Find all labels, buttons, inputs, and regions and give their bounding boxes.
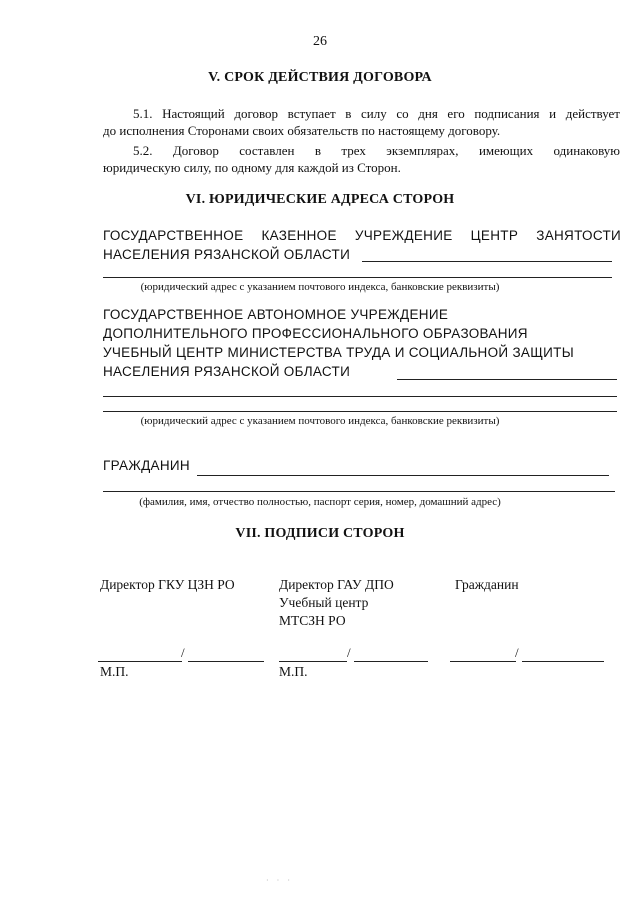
clause-5-1-line-2: до исполнения Сторонами своих обязательств по настоящему договору. xyxy=(103,123,501,138)
signer-2-line-1: Директор ГАУ ДПО xyxy=(279,577,394,592)
party-2-name-line-1: ГОСУДАРСТВЕННОЕ АВТОНОМНОЕ УЧРЕЖДЕНИЕ xyxy=(103,307,449,322)
signer-2-line-3: МТСЗН РО xyxy=(279,613,346,628)
signature-2-slash: / xyxy=(347,645,351,660)
clause-5-1-line-1: 5.1. Настоящий договор вступает в силу со дня его подписания и действует xyxy=(133,106,620,121)
signature-2-line[interactable] xyxy=(279,661,347,662)
party-2-address-block xyxy=(103,305,574,381)
signature-3-slash: / xyxy=(515,645,519,660)
signer-1-title: Директор ГКУ ЦЗН РО xyxy=(100,577,235,592)
party-1-address-block xyxy=(103,226,621,264)
citizen-details-field-2[interactable] xyxy=(103,491,615,492)
clause-5-2-line-1: 5.2. Договор составлен в трех экземплярах, имеющих одинаковую xyxy=(133,143,620,158)
signature-1-line[interactable] xyxy=(98,661,182,662)
clause-5-1 xyxy=(103,105,620,139)
party-1-address-field-2[interactable] xyxy=(103,277,612,278)
signature-3-line[interactable] xyxy=(450,661,516,662)
clause-5-2-line-2: юридическую силу, по одному для каждой из Сторон. xyxy=(103,160,401,175)
signature-1-name-line[interactable] xyxy=(188,661,264,662)
party-2-address-field[interactable] xyxy=(397,379,617,380)
section-5-title: V. СРОК ДЕЙСТВИЯ ДОГОВОРА xyxy=(208,70,432,85)
party-2-name-line-2: ДОПОЛНИТЕЛЬНОГО ПРОФЕССИОНАЛЬНОГО ОБРАЗОВАНИЯ xyxy=(103,326,528,341)
stamp-label-2: М.П. xyxy=(279,664,308,679)
party-1-address-field[interactable] xyxy=(362,261,612,262)
clause-5-2 xyxy=(103,142,620,176)
party-1-caption: (юридический адрес с указанием почтового индекса, банковские реквизиты) xyxy=(140,281,500,293)
party-1-name-line-1: ГОСУДАРСТВЕННОЕ КАЗЕННОЕ УЧРЕЖДЕНИЕ ЦЕНТР ЗАНЯТОСТИ xyxy=(103,228,621,243)
party-2-name-line-4: НАСЕЛЕНИЯ РЯЗАНСКОЙ ОБЛАСТИ xyxy=(103,364,351,379)
party-3-caption: (фамилия, имя, отчество полностью, паспорт серия, номер, домашний адрес) xyxy=(139,496,501,508)
signature-3-name-line[interactable] xyxy=(522,661,604,662)
signature-2-name-line[interactable] xyxy=(354,661,428,662)
signer-2-title xyxy=(279,576,394,630)
section-7-title: VII. ПОДПИСИ СТОРОН xyxy=(235,526,405,541)
section-6-title: VI. ЮРИДИЧЕСКИЕ АДРЕСА СТОРОН xyxy=(185,192,455,207)
party-2-caption: (юридический адрес с указанием почтового индекса, банковские реквизиты) xyxy=(140,415,500,427)
stamp-label-1: М.П. xyxy=(100,664,129,679)
party-3-label: ГРАЖДАНИН xyxy=(103,458,190,473)
scan-artifact: · · · xyxy=(266,876,293,885)
signer-2-line-2: Учебный центр xyxy=(279,595,369,610)
party-2-address-field-2[interactable] xyxy=(103,396,617,397)
citizen-details-field[interactable] xyxy=(197,475,609,476)
party-2-address-field-3[interactable] xyxy=(103,411,617,412)
page-number: 26 xyxy=(313,34,327,49)
signature-1-slash: / xyxy=(181,645,185,660)
signer-3-title: Гражданин xyxy=(455,577,519,592)
party-2-name-line-3: УЧЕБНЫЙ ЦЕНТР МИНИСТЕРСТВА ТРУДА И СОЦИАЛЬНОЙ ЗАЩИТЫ xyxy=(103,345,574,360)
party-1-name-line-2: НАСЕЛЕНИЯ РЯЗАНСКОЙ ОБЛАСТИ xyxy=(103,247,351,262)
